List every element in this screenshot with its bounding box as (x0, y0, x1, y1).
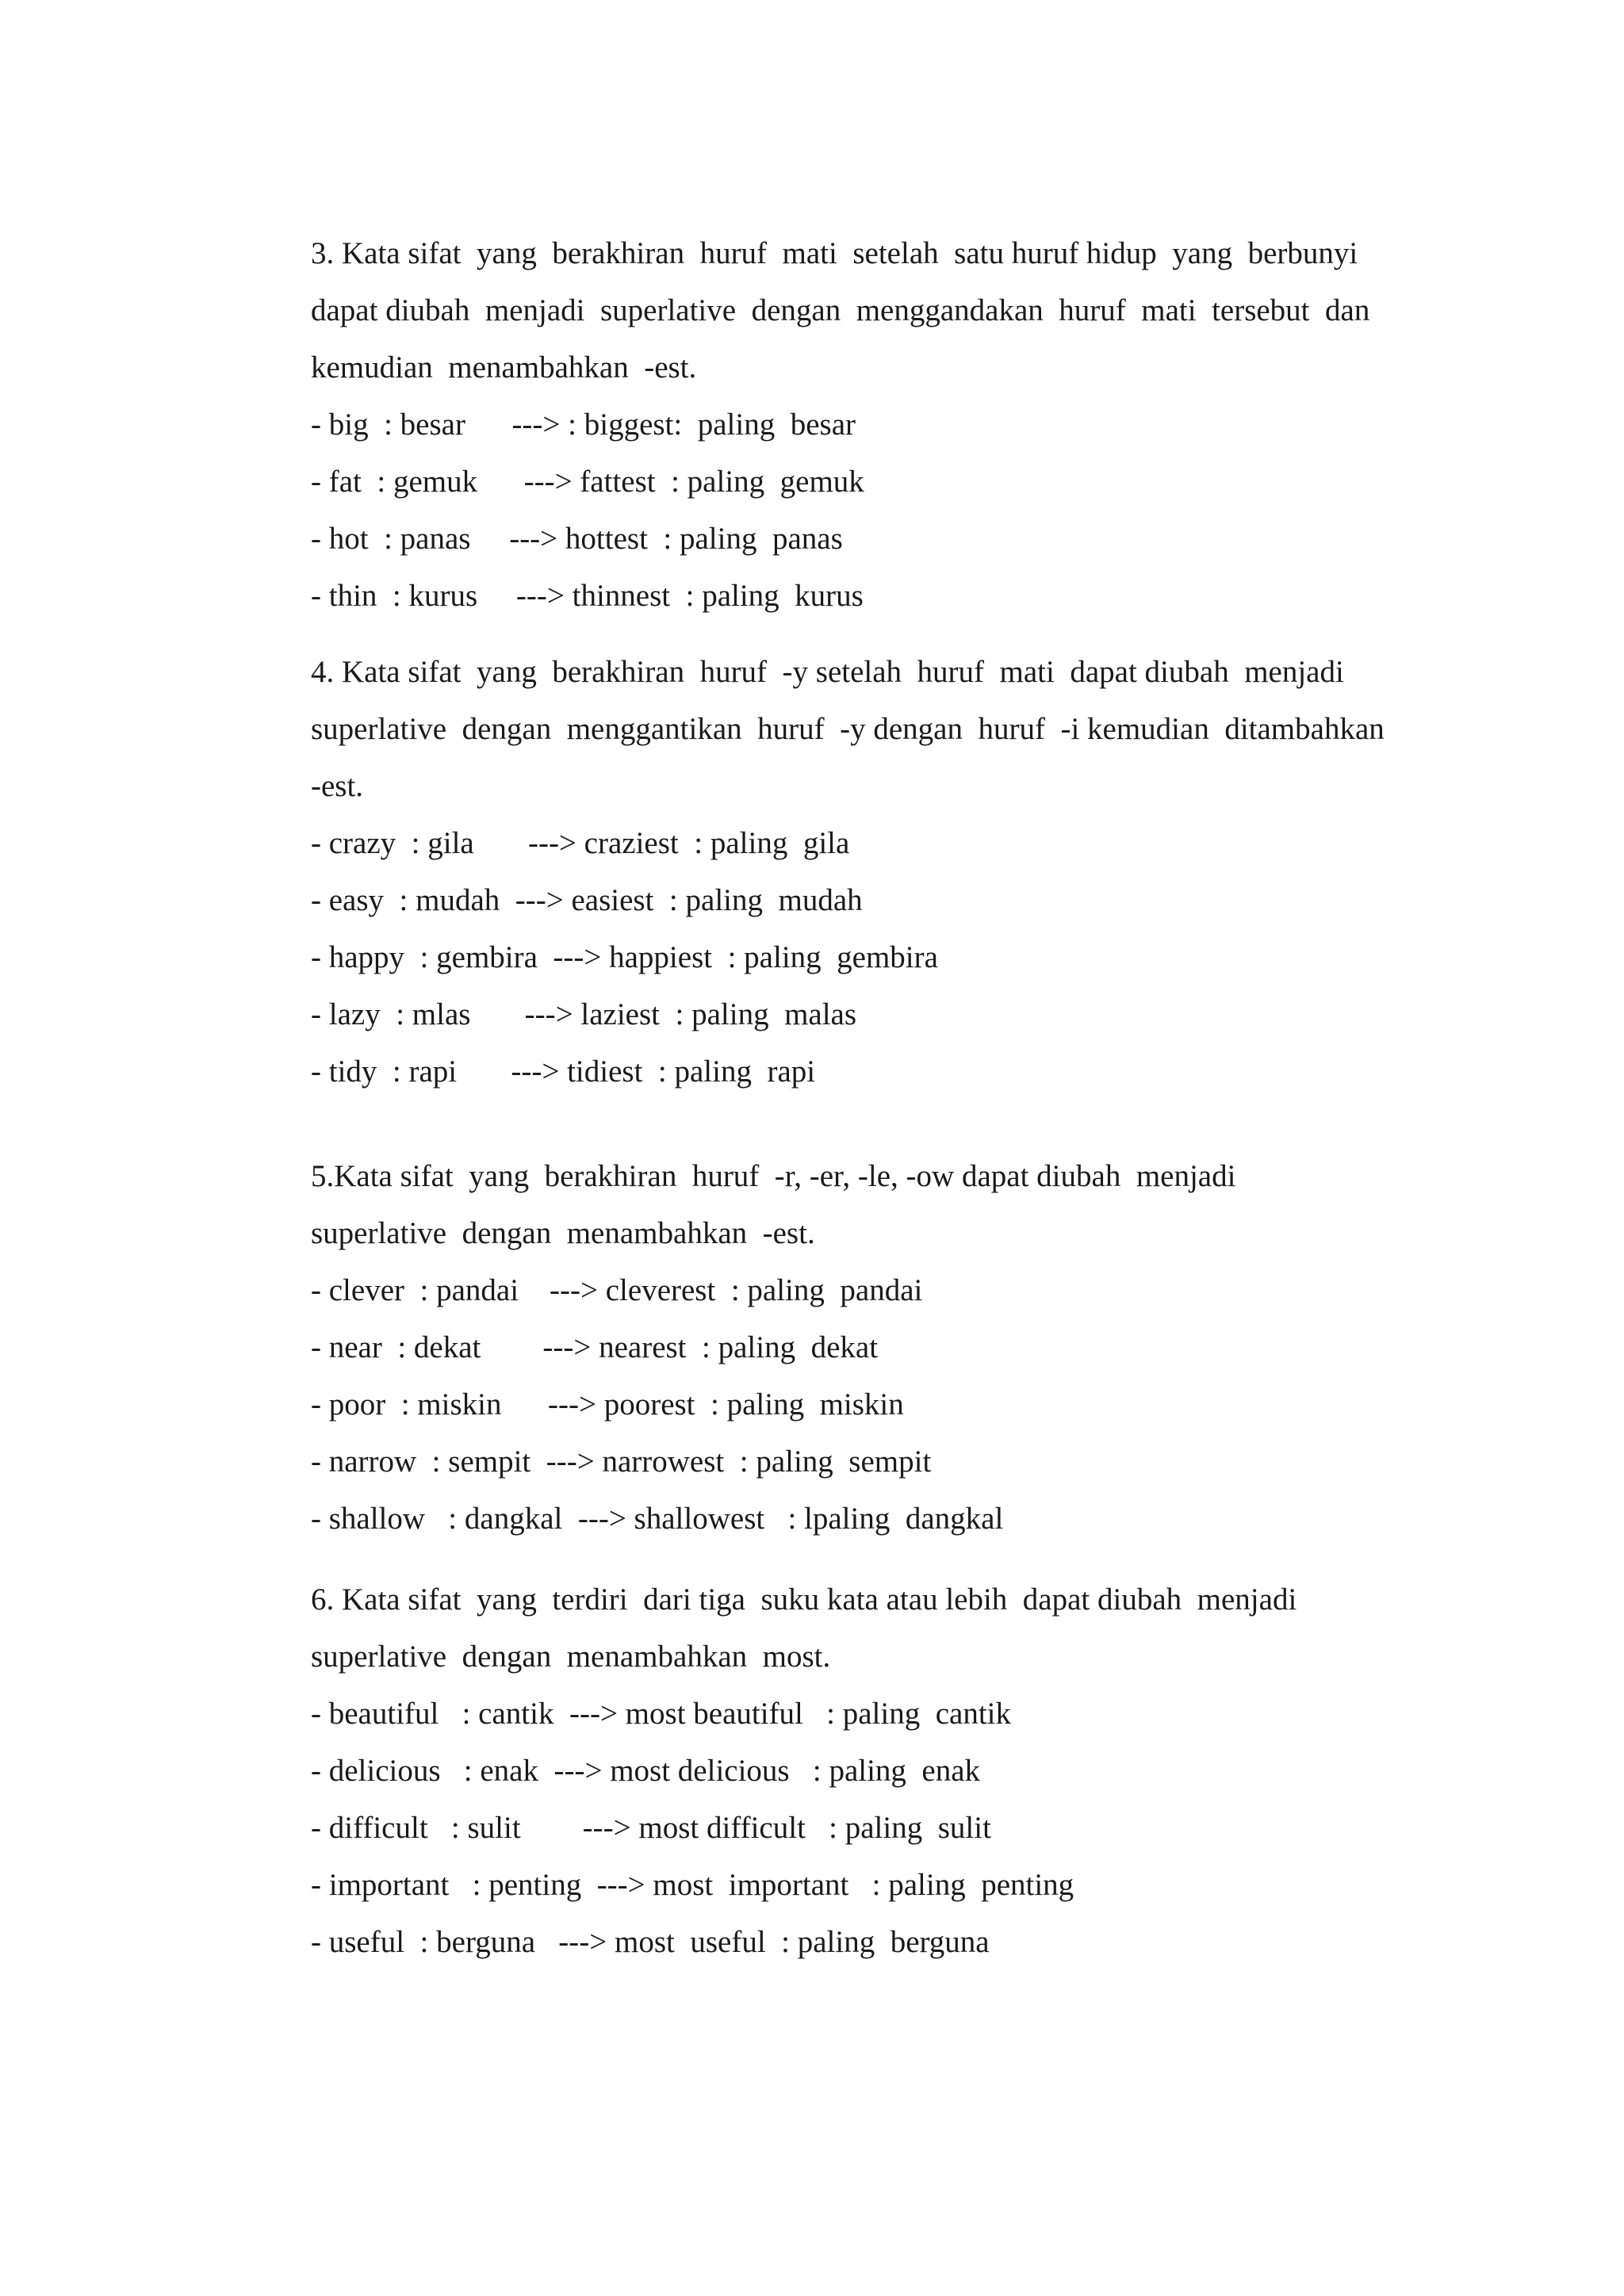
example-item: - poor : miskin ---> poorest : paling miskin (311, 1387, 904, 1422)
rule-description-line: superlative dengan menambahkan most. (311, 1640, 831, 1674)
rule-section-5 (311, 1148, 1405, 1548)
example-item: - delicious : enak ---> most delicious : paling enak (311, 1754, 981, 1788)
example-item: - shallow : dangkal ---> shallowest : lpaling dangkal (311, 1502, 1004, 1536)
rule-description-line: 6. Kata sifat yang terdiri dari tiga suku kata atau lebih dapat diubah menjadi (311, 1582, 1297, 1617)
rule-description-line: -est. (311, 769, 364, 803)
rule-section-4 (311, 644, 1405, 1100)
example-item: - lazy : mlas ---> laziest : paling malas (311, 997, 857, 1031)
example-item: - narrow : sempit ---> narrowest : paling sempit (311, 1445, 932, 1479)
example-item: - important : penting ---> most important : paling penting (311, 1868, 1074, 1902)
example-item: - near : dekat ---> nearest : paling dekat (311, 1330, 879, 1364)
rule-description-line: 5.Kata sifat yang berakhiran huruf -r, -er, -le, -ow dapat diubah menjadi (311, 1159, 1236, 1193)
example-item: - tidy : rapi ---> tidiest : paling rapi (311, 1054, 816, 1089)
rule-description-line: dapat diubah menjadi superlative dengan menggandakan huruf mati tersebut dan (311, 293, 1370, 327)
example-item: - beautiful : cantik ---> most beautiful : paling cantik (311, 1697, 1012, 1731)
example-item: - difficult : sulit ---> most difficult : paling sulit (311, 1811, 991, 1845)
rule-section-6 (311, 1571, 1405, 1971)
example-item: - happy : gembira ---> happiest : paling gembira (311, 940, 938, 974)
rule-description-line: 4. Kata sifat yang berakhiran huruf -y setelah huruf mati dapat diubah menjadi (311, 655, 1344, 689)
rule-description-line: superlative dengan menambahkan -est. (311, 1216, 815, 1250)
example-item: - useful : berguna ---> most useful : paling berguna (311, 1925, 990, 1959)
example-item: - crazy : gila ---> craziest : paling gila (311, 826, 850, 860)
example-item: - thin : kurus ---> thinnest : paling kurus (311, 579, 864, 613)
rule-description-line: kemudian menambahkan -est. (311, 350, 697, 385)
example-item: - fat : gemuk ---> fattest : paling gemuk (311, 465, 864, 499)
rule-section-3 (311, 225, 1405, 625)
example-item: - big : besar ---> : biggest: paling besar (311, 408, 856, 442)
example-item: - clever : pandai ---> cleverest : paling pandai (311, 1273, 923, 1307)
example-item: - hot : panas ---> hottest : paling panas (311, 522, 843, 556)
example-item: - easy : mudah ---> easiest : paling mudah (311, 883, 863, 917)
document-page (311, 225, 1405, 1971)
rule-description-line: 3. Kata sifat yang berakhiran huruf mati setelah satu huruf hidup yang berbunyi (311, 236, 1358, 270)
rule-description-line: superlative dengan menggantikan huruf -y dengan huruf -i kemudian ditambahkan (311, 712, 1385, 746)
